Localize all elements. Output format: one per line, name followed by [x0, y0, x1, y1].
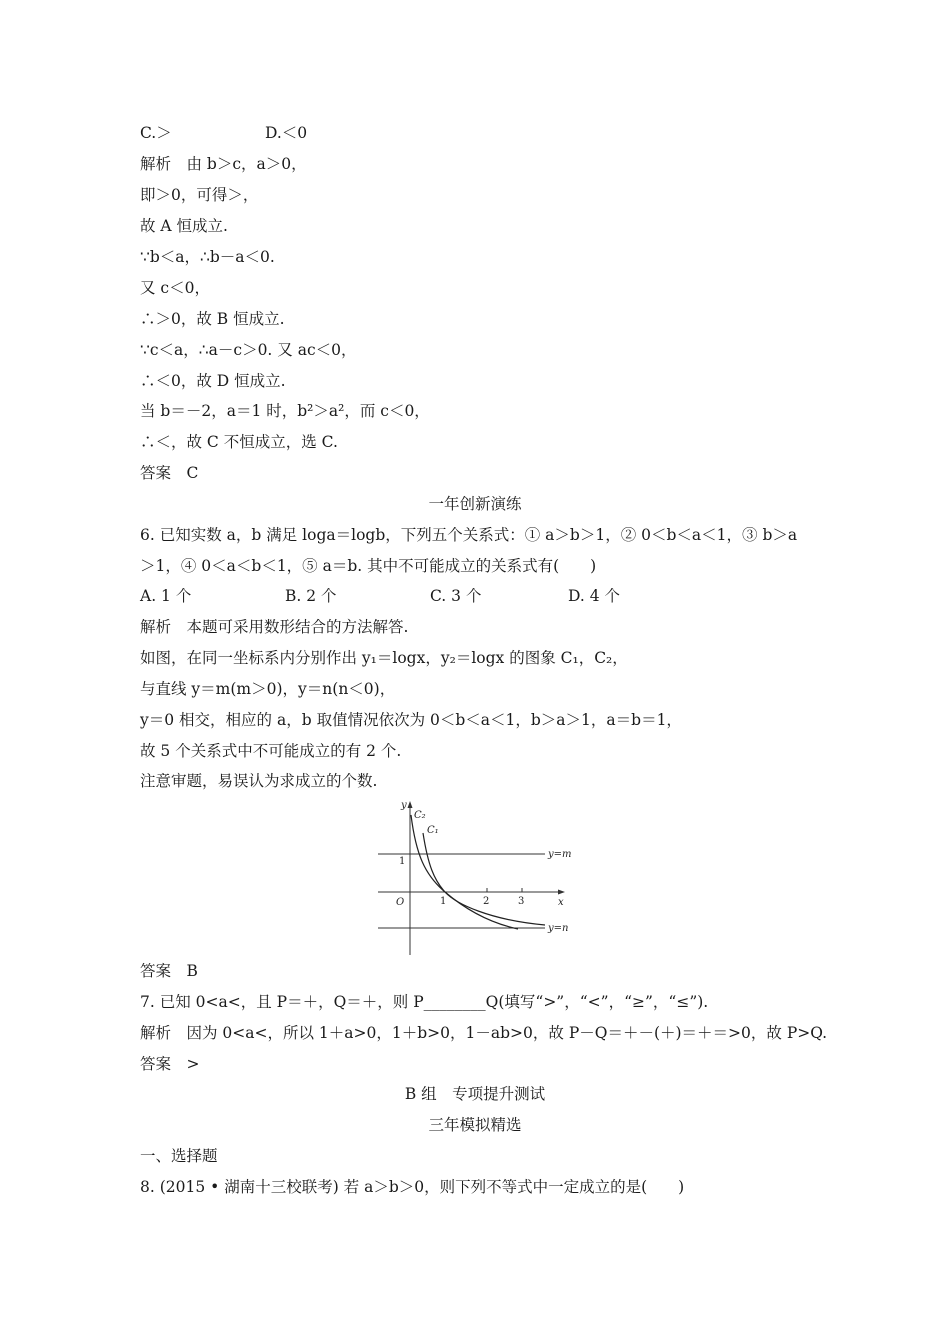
y-axis-arrow	[408, 801, 413, 808]
solution-line: 即＞0，可得＞，	[140, 186, 259, 204]
answer-line: 答案 B	[140, 962, 198, 980]
question-6-cont: ＞1，④ 0＜a＜b＜1，⑤ a＝b. 其中不可能成立的关系式有( )	[140, 557, 597, 575]
question-6: 6. 已知实数 a，b 满足 loga＝logb，下列五个关系式：① a＞b＞1，② 0＜b＜a＜1，③ b＞a	[140, 526, 798, 544]
solution-line: ∴＜，故 C 不恒成立，选 C.	[140, 433, 338, 451]
answer-line: 答案 C	[140, 464, 199, 482]
solution-line: 解析 由 b＞c，a＞0，	[140, 155, 307, 173]
option-a: A. 1 个	[140, 587, 192, 605]
section-label: 一、选择题	[140, 1147, 218, 1165]
c2-label: C₂	[414, 810, 426, 821]
tick-label-y-1: 1	[399, 856, 406, 867]
solution-line: 故 A 恒成立.	[140, 217, 228, 235]
section-heading: B 组 专项提升测试	[404, 1085, 546, 1103]
solution-line: y＝0 相交，相应的 a，b 取值情况依次为 0＜b＜a＜1，b＞a＞1，a＝b＝1，	[140, 711, 682, 729]
solution-line: 解析 本题可采用数形结合的方法解答.	[140, 618, 409, 636]
solution-line: 与直线 y＝m(m＞0)，y＝n(n＜0)，	[140, 680, 396, 698]
option-c: C. 3 个	[430, 587, 482, 605]
solution-line: 当 b＝－2，a＝1 时，b²＞a²，而 c＜0，	[140, 402, 430, 420]
y-m-label: y=m	[548, 849, 572, 860]
curve-c1	[423, 833, 545, 925]
origin-label: O	[396, 897, 405, 908]
log-graph-figure	[370, 795, 580, 960]
c1-label: C₁	[427, 825, 439, 836]
solution-line: 又 c＜0，	[140, 279, 210, 297]
solution-line: ∵b＜a，∴b－a＜0.	[140, 248, 275, 266]
section-heading: 一年创新演练	[428, 495, 522, 513]
option-d: D.＜0	[265, 124, 308, 142]
option-b: B. 2 个	[285, 587, 337, 605]
solution-line: ∴＞0，故 B 恒成立.	[140, 310, 285, 328]
solution-line: 如图，在同一坐标系内分别作出 y₁＝logx，y₂＝logx 的图象 C₁，C₂，	[140, 649, 628, 667]
section-subheading: 三年模拟精选	[428, 1116, 522, 1134]
solution-line: 故 5 个关系式中不可能成立的有 2 个.	[140, 742, 402, 760]
x-axis-arrow	[558, 890, 565, 895]
tick-label-x-1: 1	[440, 896, 447, 907]
tick-label-x-3: 3	[518, 896, 525, 907]
solution-line: 注意审题，易误认为求成立的个数.	[140, 772, 378, 790]
question-8: 8. (2015 • 湖南十三校联考) 若 a＞b＞0，则下列不等式中一定成立的是( )	[140, 1178, 685, 1196]
option-d: D. 4 个	[568, 587, 621, 605]
y-n-label: y=n	[548, 923, 569, 934]
solution-line: ∴＜0，故 D 恒成立.	[140, 372, 286, 390]
tick-label-x-2: 2	[483, 896, 490, 907]
option-c: C.＞	[140, 124, 172, 142]
question-7: 7. 已知 0<a<，且 P＝＋，Q＝＋，则 P________Q(填写“>”，“<”，“≥”，“≤”).	[140, 993, 709, 1011]
solution-line: ∵c＜a，∴a－c＞0. 又 ac＜0，	[140, 341, 357, 359]
solution-line: 解析 因为 0<a<，所以 1＋a>0，1＋b>0，1－ab>0，故 P－Q＝＋－(＋)＝＋＝>0，故 P>Q.	[140, 1024, 828, 1042]
answer-line: 答案 >	[140, 1055, 200, 1073]
x-axis-label: x	[558, 897, 564, 908]
y-axis-label: y	[401, 800, 407, 811]
